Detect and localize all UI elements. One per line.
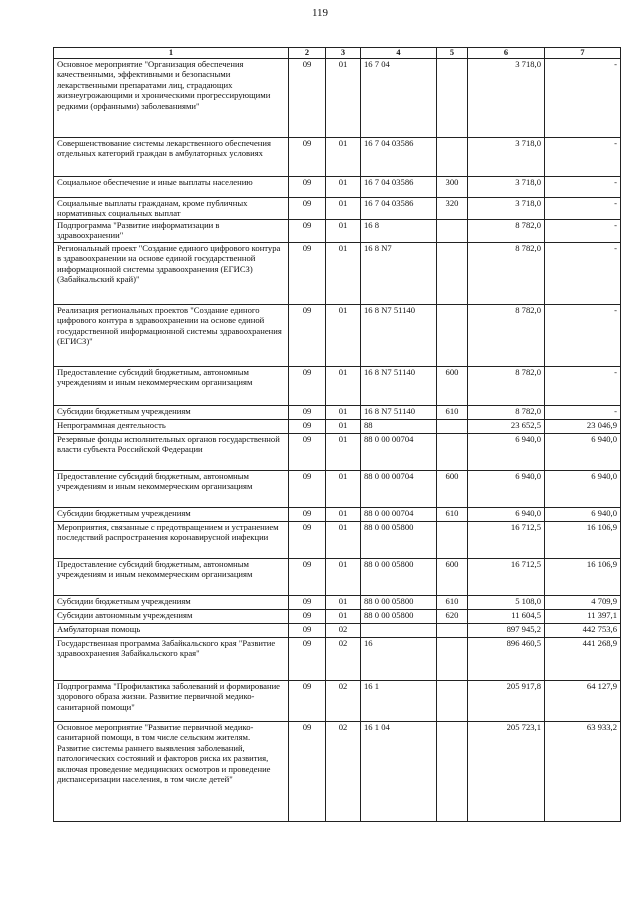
cell-expense-type: 610 [437,406,468,420]
cell-target-article: 88 0 00 00704 [361,434,437,471]
cell-amount-2: 4 709,9 [545,596,621,610]
cell-subsection: 01 [326,434,361,471]
cell-target-article: 16 7 04 03586 [361,198,437,220]
cell-expense-type [437,624,468,638]
cell-subsection: 01 [326,59,361,138]
table-row [54,406,621,420]
cell-amount-1: 8 782,0 [468,243,545,305]
cell-section: 09 [289,508,326,522]
column-header: 4 [361,48,437,59]
cell-expense-type [437,59,468,138]
cell-name: Субсидии бюджетным учреждениям [54,406,289,420]
cell-amount-1: 6 940,0 [468,508,545,522]
table-row [54,681,621,722]
cell-target-article: 16 1 04 [361,722,437,822]
cell-expense-type: 300 [437,177,468,198]
column-header: 2 [289,48,326,59]
cell-subsection: 01 [326,406,361,420]
cell-amount-2: - [545,243,621,305]
cell-section: 09 [289,305,326,367]
cell-section: 09 [289,138,326,177]
cell-subsection: 02 [326,638,361,681]
cell-subsection: 01 [326,243,361,305]
cell-subsection: 01 [326,596,361,610]
cell-amount-1: 8 782,0 [468,367,545,406]
table-row [54,420,621,434]
table-header-row [54,48,621,59]
cell-target-article: 88 0 00 05800 [361,610,437,624]
cell-amount-2: - [545,367,621,406]
cell-target-article: 16 8 N7 [361,243,437,305]
cell-amount-2: - [545,406,621,420]
cell-expense-type: 320 [437,198,468,220]
cell-section: 09 [289,522,326,559]
cell-name: Подпрограмма "Профилактика заболеваний и формирование здорового образа жизни. Развитие первичной медико-санитарной помощи" [54,681,289,722]
cell-name: Мероприятия, связанные с предотвращением и устранением последствий распространения коронавирусной инфекции [54,522,289,559]
table-row [54,434,621,471]
cell-expense-type [437,305,468,367]
cell-amount-2: 16 106,9 [545,559,621,596]
table-row [54,638,621,681]
cell-subsection: 01 [326,420,361,434]
table-row [54,471,621,508]
cell-expense-type [437,638,468,681]
cell-amount-1: 16 712,5 [468,559,545,596]
cell-section: 09 [289,596,326,610]
cell-section: 09 [289,243,326,305]
cell-section: 09 [289,434,326,471]
cell-amount-2: - [545,177,621,198]
cell-section: 09 [289,406,326,420]
cell-name: Основное мероприятие "Развитие первичной медико-санитарной помощи, в том числе сельским жителям. Развитие системы раннего выявления заболеваний, патологических состояний и факторов риска их развития, включая проведение медицинских осмотров и проведение диспансеризации населения, в том числе детей" [54,722,289,822]
column-header: 6 [468,48,545,59]
cell-target-article: 16 7 04 03586 [361,138,437,177]
cell-expense-type [437,434,468,471]
cell-subsection: 02 [326,722,361,822]
cell-expense-type [437,420,468,434]
cell-target-article: 88 0 00 05800 [361,596,437,610]
table-row [54,59,621,138]
cell-target-article: 16 8 [361,220,437,243]
cell-amount-2: 6 940,0 [545,508,621,522]
cell-name: Резервные фонды исполнительных органов государственной власти субъекта Российской Федерации [54,434,289,471]
cell-amount-1: 8 782,0 [468,220,545,243]
cell-amount-2: 64 127,9 [545,681,621,722]
cell-expense-type [437,722,468,822]
cell-expense-type: 610 [437,596,468,610]
cell-target-article: 88 0 00 05800 [361,522,437,559]
cell-section: 09 [289,177,326,198]
cell-amount-2: 441 268,9 [545,638,621,681]
cell-amount-1: 23 652,5 [468,420,545,434]
cell-expense-type: 610 [437,508,468,522]
cell-amount-1: 205 723,1 [468,722,545,822]
cell-amount-2: 16 106,9 [545,522,621,559]
cell-subsection: 01 [326,198,361,220]
table-row [54,722,621,822]
table-row [54,198,621,220]
cell-expense-type [437,220,468,243]
budget-table [53,47,621,822]
cell-amount-2: 63 933,2 [545,722,621,822]
cell-amount-1: 11 604,5 [468,610,545,624]
cell-amount-2: 6 940,0 [545,434,621,471]
cell-name: Региональный проект "Создание единого цифрового контура в здравоохранении на основе единой государственной информационной системы здравоохранения (ЕГИСЗ) (Забайкальский край)" [54,243,289,305]
cell-amount-1: 896 460,5 [468,638,545,681]
cell-target-article: 88 0 00 00704 [361,471,437,508]
cell-target-article [361,624,437,638]
cell-amount-1: 3 718,0 [468,59,545,138]
cell-amount-1: 8 782,0 [468,406,545,420]
cell-subsection: 01 [326,220,361,243]
cell-target-article: 16 7 04 03586 [361,177,437,198]
cell-target-article: 16 8 N7 51140 [361,367,437,406]
cell-amount-2: - [545,305,621,367]
cell-subsection: 01 [326,522,361,559]
cell-amount-2: 6 940,0 [545,471,621,508]
cell-target-article: 16 8 N7 51140 [361,406,437,420]
cell-target-article: 88 [361,420,437,434]
cell-section: 09 [289,420,326,434]
cell-name: Государственная программа Забайкальского края "Развитие здравоохранения Забайкальского края" [54,638,289,681]
cell-amount-1: 205 917,8 [468,681,545,722]
cell-target-article: 88 0 00 05800 [361,559,437,596]
cell-name: Предоставление субсидий бюджетным, автономным учреждениям и иным некоммерческим организациям [54,559,289,596]
cell-amount-2: - [545,198,621,220]
cell-target-article: 16 [361,638,437,681]
cell-amount-1: 3 718,0 [468,177,545,198]
cell-expense-type: 600 [437,559,468,596]
cell-section: 09 [289,220,326,243]
cell-name: Субсидии автономным учреждениям [54,610,289,624]
cell-amount-1: 5 108,0 [468,596,545,610]
cell-expense-type: 620 [437,610,468,624]
cell-amount-2: - [545,138,621,177]
cell-expense-type: 600 [437,471,468,508]
cell-name: Непрограммная деятельность [54,420,289,434]
cell-section: 09 [289,624,326,638]
cell-target-article: 16 1 [361,681,437,722]
table-row [54,220,621,243]
cell-subsection: 01 [326,305,361,367]
cell-section: 09 [289,610,326,624]
cell-name: Субсидии бюджетным учреждениям [54,596,289,610]
cell-amount-1: 16 712,5 [468,522,545,559]
table-row [54,138,621,177]
cell-amount-2: 442 753,6 [545,624,621,638]
cell-section: 09 [289,198,326,220]
cell-section: 09 [289,559,326,596]
cell-amount-1: 3 718,0 [468,138,545,177]
cell-subsection: 01 [326,559,361,596]
column-header: 7 [545,48,621,59]
cell-amount-2: - [545,59,621,138]
table-row [54,305,621,367]
table-body [54,59,621,822]
cell-subsection: 01 [326,367,361,406]
cell-name: Субсидии бюджетным учреждениям [54,508,289,522]
cell-subsection: 01 [326,177,361,198]
cell-section: 09 [289,722,326,822]
cell-subsection: 01 [326,610,361,624]
cell-subsection: 01 [326,471,361,508]
cell-name: Предоставление субсидий бюджетным, автономным учреждениям и иным некоммерческим организациям [54,367,289,406]
table-row [54,508,621,522]
cell-amount-2: 23 046,9 [545,420,621,434]
cell-amount-1: 6 940,0 [468,434,545,471]
table-row [54,610,621,624]
cell-name: Социальные выплаты гражданам, кроме публичных нормативных социальных выплат [54,198,289,220]
cell-expense-type: 600 [437,367,468,406]
table-row [54,522,621,559]
cell-section: 09 [289,471,326,508]
cell-expense-type [437,681,468,722]
cell-name: Основное мероприятие "Организация обеспечения качественными, эффективными и безопасными лекарственными препаратами лиц, страдающих жизнеугрожающими и хроническими прогрессирующими редкими (орфанными) заболеваниями" [54,59,289,138]
cell-subsection: 02 [326,681,361,722]
cell-subsection: 02 [326,624,361,638]
cell-amount-2: 11 397,1 [545,610,621,624]
cell-name: Подпрограмма "Развитие информатизации в здравоохранении" [54,220,289,243]
table-row [54,559,621,596]
cell-section: 09 [289,681,326,722]
cell-expense-type [437,138,468,177]
column-header: 5 [437,48,468,59]
cell-section: 09 [289,59,326,138]
cell-name: Реализация региональных проектов "Создание единого цифрового контура в здравоохранении на основе единой государственной информационной системы здравоохранения (ЕГИСЗ)" [54,305,289,367]
table-row [54,624,621,638]
page-number: 119 [311,7,329,19]
cell-name: Амбулаторная помощь [54,624,289,638]
table-row [54,367,621,406]
cell-subsection: 01 [326,138,361,177]
cell-amount-2: - [545,220,621,243]
cell-name: Совершенствование системы лекарственного обеспечения отдельных категорий граждан в амбулаторных условиях [54,138,289,177]
cell-amount-1: 3 718,0 [468,198,545,220]
cell-name: Социальное обеспечение и иные выплаты населению [54,177,289,198]
table-row [54,243,621,305]
cell-amount-1: 6 940,0 [468,471,545,508]
table-row [54,177,621,198]
column-header: 3 [326,48,361,59]
cell-subsection: 01 [326,508,361,522]
cell-target-article: 16 7 04 [361,59,437,138]
cell-expense-type [437,243,468,305]
cell-expense-type [437,522,468,559]
column-header: 1 [54,48,289,59]
table-row [54,596,621,610]
cell-name: Предоставление субсидий бюджетным, автономным учреждениям и иным некоммерческим организациям [54,471,289,508]
cell-target-article: 88 0 00 00704 [361,508,437,522]
cell-target-article: 16 8 N7 51140 [361,305,437,367]
cell-amount-1: 897 945,2 [468,624,545,638]
cell-section: 09 [289,367,326,406]
cell-amount-1: 8 782,0 [468,305,545,367]
cell-section: 09 [289,638,326,681]
